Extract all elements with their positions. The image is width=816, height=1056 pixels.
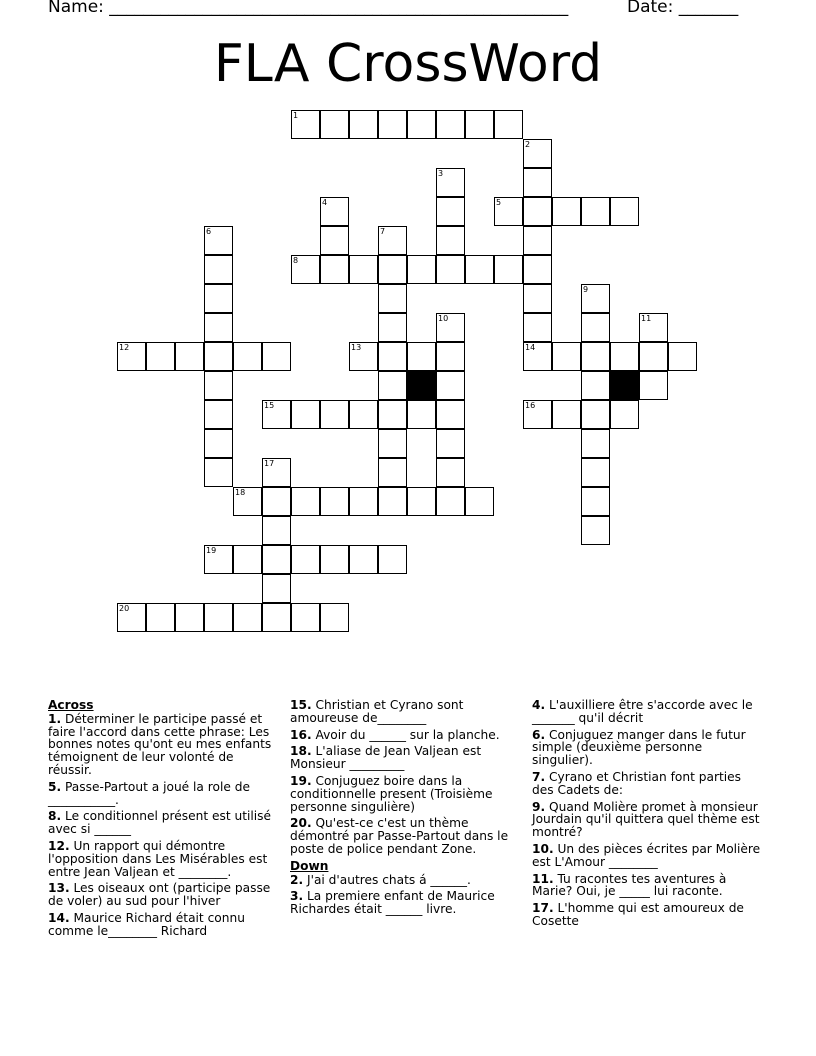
date-line[interactable]: Date: _______ (627, 0, 739, 17)
grid-cell[interactable] (349, 110, 378, 139)
clue-down-4 (532, 699, 764, 725)
grid-cell[interactable] (494, 197, 523, 226)
grid-cell[interactable] (436, 168, 465, 197)
grid-cell[interactable] (378, 110, 407, 139)
grid-cell[interactable] (436, 487, 465, 516)
clue-number: 6. (532, 727, 546, 742)
grid-cell[interactable] (436, 255, 465, 284)
grid-cell[interactable] (639, 371, 668, 400)
grid-cell[interactable] (378, 371, 407, 400)
clue-text: Conjuguez boire dans la conditionnelle present (Troisième personne singulière) (290, 773, 493, 814)
cell-number: 13 (351, 343, 362, 352)
grid-cell[interactable] (291, 110, 320, 139)
grid-cell[interactable] (204, 226, 233, 255)
grid-cell[interactable] (262, 342, 291, 371)
cell-number: 20 (119, 604, 130, 613)
grid-cell[interactable] (465, 110, 494, 139)
clue-column-1 (48, 699, 280, 942)
clue-across-1 (48, 713, 280, 777)
grid-cell[interactable] (204, 545, 233, 574)
grid-cell[interactable] (552, 197, 581, 226)
grid-cell[interactable] (436, 342, 465, 371)
grid-cell[interactable] (378, 429, 407, 458)
clue-text: Les oiseaux ont (participe passe de voler) au sud pour l'hiver (48, 881, 271, 909)
clue-text: Conjuguez manger dans le futur simple (deuxième personne singulier). (532, 727, 746, 768)
clue-column-2 (290, 699, 522, 920)
grid-cell[interactable] (378, 458, 407, 487)
grid-cell[interactable] (407, 487, 436, 516)
clue-number: 20. (290, 816, 312, 831)
page-title: FLA CrossWord (213, 34, 603, 94)
grid-cell[interactable] (581, 458, 610, 487)
grid-cell[interactable] (291, 487, 320, 516)
grid-cell[interactable] (436, 110, 465, 139)
clue-down-17 (532, 902, 764, 928)
grid-cell[interactable] (581, 371, 610, 400)
clue-across-16 (290, 729, 522, 742)
cell-number: 14 (525, 343, 536, 352)
cell-number: 18 (235, 488, 246, 497)
clue-text: Christian et Cyrano sont amoureuse de________ (290, 698, 464, 725)
cell-number: 17 (264, 459, 275, 468)
grid-cell[interactable] (291, 545, 320, 574)
clue-number: 11. (532, 871, 554, 886)
clue-number: 19. (290, 773, 312, 788)
clue-across-5 (48, 781, 280, 807)
grid-cell[interactable] (262, 545, 291, 574)
grid-cell[interactable] (204, 313, 233, 342)
grid-cell[interactable] (204, 603, 233, 632)
grid-cell[interactable] (117, 342, 146, 371)
clue-text: Tu racontes tes aventures à Marie? Oui, je _____ lui raconte. (532, 871, 727, 899)
grid-cell[interactable] (204, 371, 233, 400)
clue-across-18 (290, 745, 522, 771)
grid-cell[interactable] (581, 429, 610, 458)
black-cell (407, 371, 436, 400)
cell-number: 7 (380, 227, 386, 236)
clue-number: 18. (290, 744, 312, 759)
grid-cell[interactable] (378, 284, 407, 313)
clue-text: Maurice Richard était connu comme le________ Richard (48, 910, 245, 938)
clue-number: 13. (48, 881, 70, 896)
grid-cell[interactable] (581, 516, 610, 545)
cell-number: 4 (322, 198, 328, 207)
grid-cell[interactable] (262, 400, 291, 429)
grid-cell[interactable] (494, 255, 523, 284)
grid-cell[interactable] (175, 342, 204, 371)
grid-cell[interactable] (465, 487, 494, 516)
clue-number: 8. (48, 809, 62, 824)
grid-cell[interactable] (320, 603, 349, 632)
grid-cell[interactable] (668, 342, 697, 371)
clue-number: 1. (48, 711, 62, 726)
grid-cell[interactable] (204, 458, 233, 487)
grid-cell[interactable] (378, 313, 407, 342)
grid-cell[interactable] (204, 284, 233, 313)
clue-text: L'auxilliere être s'accorde avec le _______ qu'il décrit (532, 698, 753, 725)
grid-cell[interactable] (581, 284, 610, 313)
clue-number: 12. (48, 838, 70, 853)
cell-number: 11 (641, 314, 652, 323)
grid-cell[interactable] (436, 371, 465, 400)
clue-across-20 (290, 817, 522, 855)
black-cell (610, 371, 639, 400)
grid-cell[interactable] (204, 400, 233, 429)
grid-cell[interactable] (146, 342, 175, 371)
grid-cell[interactable] (523, 313, 552, 342)
grid-cell[interactable] (436, 226, 465, 255)
grid-cell[interactable] (581, 313, 610, 342)
grid-cell[interactable] (233, 603, 262, 632)
clue-number: 3. (290, 889, 304, 904)
grid-cell[interactable] (523, 197, 552, 226)
name-line[interactable]: Name: ______________________________________________________ (48, 0, 569, 17)
grid-cell[interactable] (581, 342, 610, 371)
clue-across-15 (290, 699, 522, 725)
grid-cell[interactable] (523, 168, 552, 197)
grid-cell[interactable] (349, 342, 378, 371)
grid-cell[interactable] (407, 110, 436, 139)
grid-cell[interactable] (233, 342, 262, 371)
clue-text: Quand Molière promet à monsieur Jourdain qu'il quittera quel thème est montré? (532, 799, 760, 840)
grid-cell[interactable] (320, 197, 349, 226)
grid-cell[interactable] (262, 487, 291, 516)
cell-number: 5 (496, 198, 502, 207)
clue-text: Un des pièces écrites par Molière est L'Amour ________ (532, 841, 761, 869)
cell-number: 1 (293, 111, 299, 120)
grid-cell[interactable] (204, 342, 233, 371)
clue-text: J'ai d'autres chats á ______. (307, 872, 471, 887)
grid-cell[interactable] (262, 516, 291, 545)
clue-text: Un rapport qui démontre l'opposition dans Les Misérables est entre Jean Valjean et ________. (48, 838, 268, 879)
clue-number: 7. (532, 769, 546, 784)
grid-cell[interactable] (378, 400, 407, 429)
grid-cell[interactable] (291, 255, 320, 284)
clue-down-3 (290, 890, 522, 916)
clue-text: La premiere enfant de Maurice Richardes était ______ livre. (290, 889, 495, 917)
grid-cell[interactable] (291, 400, 320, 429)
cell-number: 6 (206, 227, 212, 236)
grid-cell[interactable] (523, 284, 552, 313)
grid-cell[interactable] (320, 487, 349, 516)
clue-number: 14. (48, 910, 70, 925)
grid-cell[interactable] (523, 139, 552, 168)
clue-number: 16. (290, 727, 312, 742)
clue-number: 10. (532, 841, 554, 856)
grid-cell[interactable] (349, 545, 378, 574)
clue-across-14 (48, 912, 280, 938)
clue-text: Avoir du ______ sur la planche. (315, 727, 500, 742)
clue-down-11 (532, 873, 764, 899)
grid-cell[interactable] (407, 255, 436, 284)
grid-cell[interactable] (262, 574, 291, 603)
grid-cell[interactable] (349, 255, 378, 284)
grid-cell[interactable] (117, 603, 146, 632)
grid-cell[interactable] (349, 487, 378, 516)
grid-cell[interactable] (146, 603, 175, 632)
grid-cell[interactable] (320, 110, 349, 139)
cell-number: 10 (438, 314, 449, 323)
clue-across-13 (48, 882, 280, 908)
cell-number: 12 (119, 343, 130, 352)
grid-cell[interactable] (436, 400, 465, 429)
cell-number: 15 (264, 401, 275, 410)
grid-cell[interactable] (378, 255, 407, 284)
grid-cell[interactable] (494, 110, 523, 139)
grid-cell[interactable] (610, 342, 639, 371)
clue-text: Cyrano et Christian font parties des Cadets de: (532, 769, 741, 797)
grid-cell[interactable] (581, 487, 610, 516)
grid-cell[interactable] (639, 313, 668, 342)
grid-cell[interactable] (610, 197, 639, 226)
across-heading: Across (48, 698, 94, 712)
clue-number: 9. (532, 799, 546, 814)
grid-cell[interactable] (523, 342, 552, 371)
grid-cell[interactable] (407, 342, 436, 371)
clue-down-7 (532, 771, 764, 797)
clue-number: 15. (290, 698, 312, 712)
grid-cell[interactable] (436, 197, 465, 226)
grid-cell[interactable] (610, 400, 639, 429)
cell-number: 8 (293, 256, 299, 265)
grid-cell[interactable] (465, 255, 494, 284)
grid-cell[interactable] (378, 545, 407, 574)
grid-cell[interactable] (552, 400, 581, 429)
down-heading: Down (290, 858, 329, 873)
clue-down-2 (290, 874, 522, 887)
grid-cell[interactable] (204, 429, 233, 458)
clue-down-6 (532, 729, 764, 767)
grid-cell[interactable] (233, 545, 262, 574)
clue-text: L'homme qui est amoureux de Cosette (532, 901, 744, 928)
clue-down-9 (532, 801, 764, 839)
clue-number: 17. (532, 901, 554, 916)
cell-number: 19 (206, 546, 217, 555)
cell-number: 2 (525, 140, 531, 149)
cell-number: 3 (438, 169, 444, 178)
grid-cell[interactable] (262, 458, 291, 487)
cell-number: 9 (583, 285, 589, 294)
clue-down-10 (532, 843, 764, 869)
grid-cell[interactable] (407, 400, 436, 429)
grid-cell[interactable] (262, 603, 291, 632)
clue-column-3 (532, 699, 764, 932)
clue-number: 2. (290, 872, 304, 887)
grid-cell[interactable] (320, 545, 349, 574)
grid-cell[interactable] (581, 197, 610, 226)
clue-text: Le conditionnel présent est utilisé avec si ______ (48, 809, 271, 837)
clue-text: Passe-Partout a joué la role de ___________. (48, 779, 250, 807)
grid-cell[interactable] (291, 603, 320, 632)
grid-cell[interactable] (436, 429, 465, 458)
cell-number: 16 (525, 401, 536, 410)
grid-cell[interactable] (378, 226, 407, 255)
grid-cell[interactable] (378, 487, 407, 516)
clue-text: L'aliase de Jean Valjean est Monsieur _________ (290, 744, 482, 772)
clue-across-19 (290, 775, 522, 813)
grid-cell[interactable] (436, 313, 465, 342)
clue-text: Qu'est-ce c'est un thème démontré par Passe-Partout dans le poste de police pendant Zone. (290, 816, 509, 856)
grid-cell[interactable] (204, 255, 233, 284)
grid-cell[interactable] (639, 342, 668, 371)
grid-cell[interactable] (233, 487, 262, 516)
grid-cell[interactable] (523, 226, 552, 255)
grid-cell[interactable] (436, 458, 465, 487)
clue-number: 5. (48, 779, 62, 794)
grid-cell[interactable] (581, 400, 610, 429)
clue-across-8 (48, 810, 280, 836)
grid-cell[interactable] (320, 255, 349, 284)
grid-cell[interactable] (523, 255, 552, 284)
grid-cell[interactable] (552, 342, 581, 371)
grid-cell[interactable] (523, 400, 552, 429)
grid-cell[interactable] (378, 342, 407, 371)
clue-across-12 (48, 840, 280, 878)
clue-text: Déterminer le participe passé et faire l'accord dans cette phrase: Les bonnes notes qu'ont eu mes enfants témoignent de leur volonté de réussir. (48, 711, 272, 777)
clue-number: 4. (532, 698, 546, 712)
grid-cell[interactable] (320, 226, 349, 255)
grid-cell[interactable] (320, 400, 349, 429)
grid-cell[interactable] (349, 400, 378, 429)
grid-cell[interactable] (175, 603, 204, 632)
